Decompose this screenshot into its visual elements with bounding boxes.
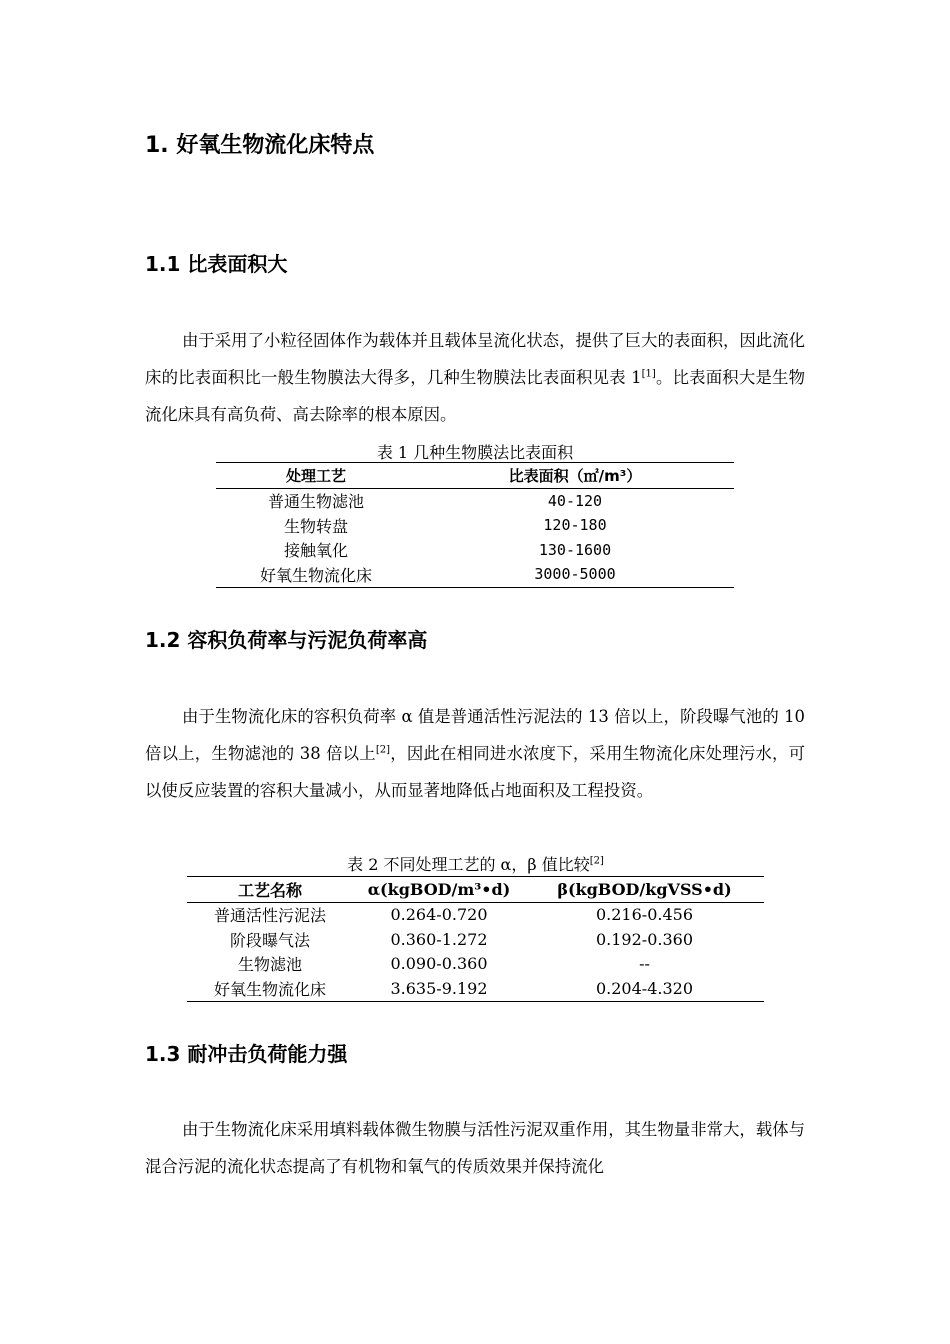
paragraph-text: 由于采用了小粒径固体作为载体并且载体呈流化状态，提供了巨大的表面积，因此流化床的比表面积比一般生物膜法大得多，几种生物膜法比表面积见表 1 [145,331,805,387]
table-header-cell: α(kgBOD/m³•d) [353,877,525,903]
table-row [187,952,764,977]
table-cell: 0.360-1.272 [390,929,488,949]
section-heading-1-3: 1.3 耐冲击负荷能力强 [145,1042,348,1066]
caption-text: 表 2 不同处理工艺的 α，β 值比较 [347,855,590,874]
table-cell: 120-180 [543,516,607,535]
table-row [216,538,734,563]
table-cell: 好氧生物流化床 [187,976,353,1001]
section-heading-1-1: 1.1 比表面积大 [145,252,288,276]
table-cell: 130-1600 [538,540,612,559]
main-heading: 1. 好氧生物流化床特点 [145,133,375,158]
table-cell: 0.216-0.456 [595,905,693,925]
table-cell: 0.204-4.320 [525,976,764,1001]
table-row [216,562,734,587]
paragraph-text: ，因此在相同进水浓度下，采用生物流化床处理污水，可以使反应装置的容积大量减小，从而显著地降低占地面积及工程投资。 [145,744,805,800]
table-2-caption [187,852,764,875]
table-cell: 3.635-9.192 [353,976,525,1001]
table-row [187,976,764,1001]
table-row [216,488,734,513]
table-row [216,513,734,538]
table-header-cell: β(kgBOD/kgVSS•d) [525,877,764,903]
paragraph-shock-load: 由于生物流化床采用填料载体微生物膜与活性污泥双重作用，其生物量非常大，载体与混合污泥的流化状态提高了有机物和氧气的传质效果并保持流化 [145,1120,805,1176]
table-2 [187,876,764,1002]
table-cell: 普通活性污泥法 [213,906,326,926]
table-row [187,902,764,927]
table-cell: 普通生物滤池 [267,492,364,512]
section-heading-1-2: 1.2 容积负荷率与污泥负荷率高 [145,628,428,652]
table-cell: 0.264-0.720 [390,905,488,925]
paragraph-loading-rate [145,698,805,809]
table-header-cell: 工艺名称 [187,877,353,903]
table-cell: 好氧生物流化床 [216,562,416,587]
table-cell: 40-120 [547,491,603,510]
table-header-row [187,877,764,903]
table-1 [216,462,734,588]
table-cell: 0.090-0.360 [390,954,488,974]
table-cell: 3000-5000 [416,562,734,587]
table-cell: 生物转盘 [283,516,348,536]
table-header-cell: 处理工艺 [216,463,416,489]
table-cell: 0.192-0.360 [595,929,693,949]
paragraph-text: 。比表面积大是生物流化床具有高负荷、高去除率的根本原因。 [145,368,806,424]
table-cell: 阶段曝气法 [229,930,310,950]
table-row [187,927,764,952]
table-1-caption: 表 1 几种生物膜法比表面积 [376,443,574,462]
paragraph-text: 由于生物流化床的容积负荷率 α 值是普通活性污泥法的 13 倍以上，阶段曝气池的 10 倍以上，生物滤池的 38 倍以上 [145,707,805,763]
table-cell: 生物滤池 [237,955,302,975]
table-cell: -- [639,954,650,974]
paragraph-specific-surface [145,322,805,433]
citation-ref: [2] [375,744,391,756]
citation-ref: [1] [641,368,656,380]
table-cell: 接触氧化 [283,541,348,561]
table-header-cell: 比表面积（㎡/m³） [416,463,734,489]
citation-ref: [2] [589,855,604,867]
table-header-row [216,463,734,489]
